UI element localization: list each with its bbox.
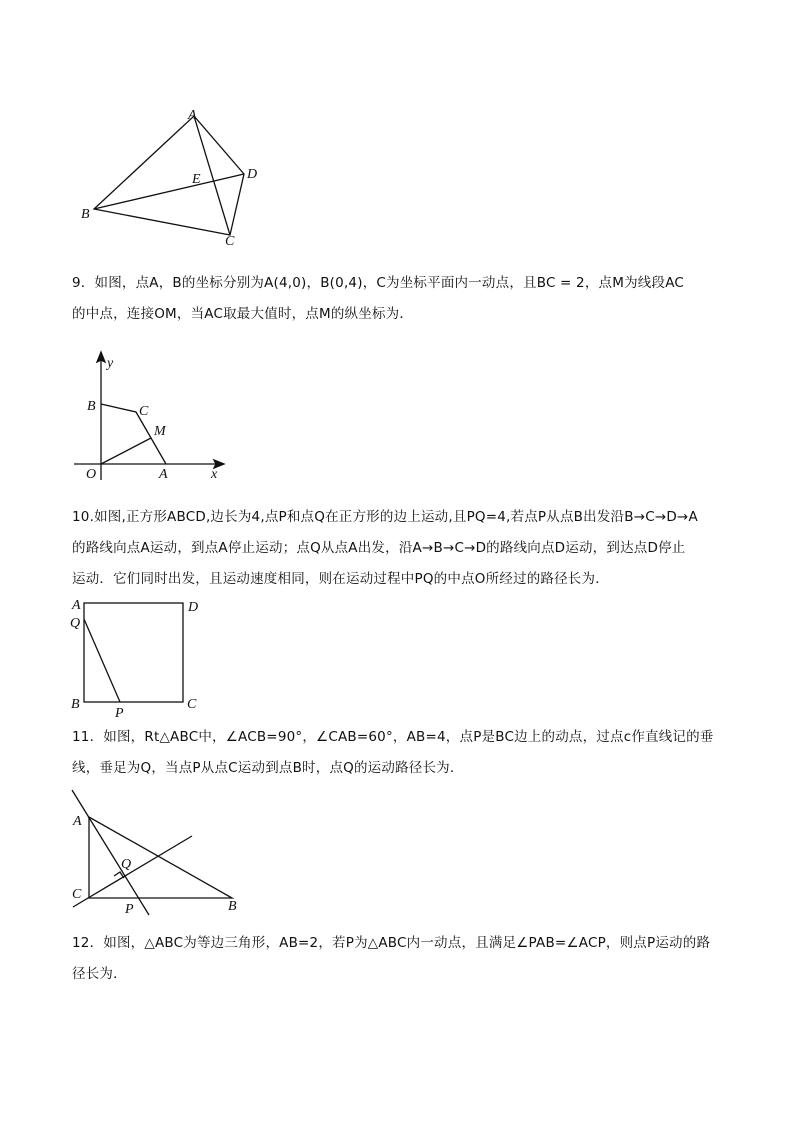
figure-coordinate-plane bbox=[70, 345, 240, 490]
label-y: y bbox=[107, 356, 114, 371]
label-c: C bbox=[139, 404, 149, 419]
figure-right-triangle bbox=[62, 785, 252, 920]
label-q: Q bbox=[121, 857, 132, 872]
label-p: P bbox=[115, 706, 124, 721]
label-q: Q bbox=[70, 616, 81, 631]
label-a: A bbox=[72, 598, 81, 613]
label-b: B bbox=[87, 399, 96, 414]
quadrilateral-outline bbox=[94, 116, 244, 235]
problem-10-line-3: 运动．它们同时出发，且运动速度相同，则在运动过程中PQ的中点O所经过的路径长为． bbox=[72, 571, 609, 587]
label-e: E bbox=[192, 172, 201, 187]
figure-quadrilateral-abcd bbox=[70, 100, 290, 260]
label-o: O bbox=[86, 467, 97, 482]
label-c: C bbox=[72, 887, 82, 902]
label-a: A bbox=[159, 467, 168, 482]
line-ap bbox=[72, 790, 149, 915]
label-d: D bbox=[247, 167, 258, 182]
label-m: M bbox=[154, 424, 166, 439]
label-x: x bbox=[211, 467, 218, 482]
problem-11-text bbox=[72, 722, 724, 784]
label-b: B bbox=[228, 899, 237, 914]
segment-om bbox=[101, 438, 151, 464]
problem-10-line-2: 的路线向点A运动，到点A停止运动；点Q从点A出发，沿A→B→C→D的路线向点D运动，到达点D停止 bbox=[72, 540, 686, 556]
line-cq bbox=[73, 836, 192, 907]
label-b: B bbox=[81, 207, 90, 222]
segment-pq bbox=[84, 619, 120, 702]
problem-9-line-2: 的中点，连接OM，当AC取最大值时，点M的纵坐标为． bbox=[72, 306, 414, 322]
triangle-outline bbox=[89, 817, 232, 898]
label-b: B bbox=[71, 697, 80, 712]
problem-12-line-2: 径长为． bbox=[72, 966, 127, 982]
problem-12-text bbox=[72, 928, 724, 990]
label-c: C bbox=[225, 234, 235, 249]
problem-9-line-1: 9．如图，点A，B的坐标分别为A(4,0)，B(0,4)，C为坐标平面内一动点，且BC = 2，点M为线段AC bbox=[72, 275, 685, 291]
label-a: A bbox=[73, 814, 82, 829]
label-d: D bbox=[188, 600, 199, 615]
problem-10-line-1: 10.如图,正方形ABCD,边长为4,点P和点Q在正方形的边上运动,且PQ=4,若点P从点B出发沿B→C→D→A bbox=[72, 509, 698, 525]
problem-9-text bbox=[72, 268, 724, 330]
problem-11-line-1: 11．如图，Rt△ABC中，∠ACB=90°，∠CAB=60°，AB=4，点P是BC边上的动点，过点c作直线记的垂 bbox=[72, 729, 714, 745]
label-p: P bbox=[125, 902, 134, 917]
figure-square-abcd bbox=[66, 595, 216, 723]
problem-11-line-2: 线，垂足为Q，当点P从点C运动到点B时，点Q的运动路径长为． bbox=[72, 760, 464, 776]
problem-10-text bbox=[72, 502, 724, 595]
diagonal-bd bbox=[94, 174, 244, 209]
problem-12-line-1: 12．如图，△ABC为等边三角形，AB=2，若P为△ABC内一动点，且满足∠PAB=∠ACP，则点P运动的路 bbox=[72, 935, 711, 951]
label-a: A bbox=[188, 108, 197, 123]
label-c: C bbox=[187, 697, 197, 712]
y-axis-arrow bbox=[97, 352, 105, 362]
